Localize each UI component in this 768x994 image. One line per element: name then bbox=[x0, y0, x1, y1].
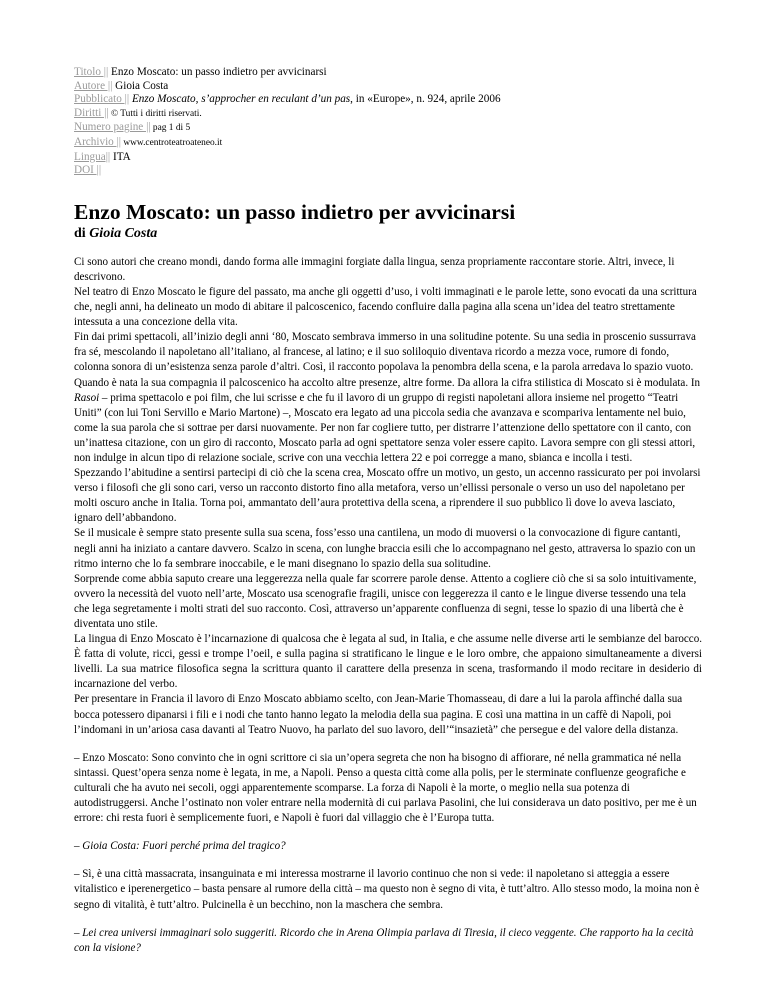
paragraph-text: – prima spettacolo e poi film, che lui scrisse e che fu il lavoro di un gruppo di registi napoletani allora insieme nel progetto “Teatri Uniti” (con lui Toni Servillo e Mario Martone) –, Moscato era legato ad una piccola sedia che avanzava e scompariva lentamente nel buio, come la sua parola che si sottrae per darsi nuovamente. Per non far cogliere tutto, per distrarre l’attenzione dello spettatore con il canto, con un’inattesa citazione, con un giro di racconto, Moscato parla ad ogni spettatore senza voler essere capito. Lavora sempre con gli stessi attori, non indulge in alcun tipo di relazione sociale, scrive con una vecchia lettera 22 e poi corregge a mano, sbianca e incolla i testi. bbox=[74, 391, 696, 464]
paragraph: Fin dai primi spettacoli, all’inizio degli anni ‘80, Moscato sembrava immerso in una solitudine potente. Su una sedia in proscenio sussurrava fra sé, mescolando il napoletano all’italiano, al francese, al latino; e il suo soliloquio diventava ricordo a mezza voce, rumore di fondo, colonna sonora di un’esistenza senza parole d’altri. Così, il racconto popolava la penombra della scena, e la parola arredava lo spazio vuoto. bbox=[74, 331, 696, 374]
meta-label-autore[interactable]: Autore || bbox=[74, 79, 113, 92]
meta-value-autore: Gioia Costa bbox=[112, 79, 169, 92]
meta-value-pubblicato-title: Enzo Moscato, s’approcher en reculant d’un pas bbox=[129, 93, 351, 106]
paragraph: Sorprende come abbia saputo creare una leggerezza nella quale far scorrere parole dense. Attento a cogliere ciò che si sa solo intuitivamente, ovvero la necessità del vuoto nell’arte, Moscato usa scenografie fragili, unisce con leggerezza il canto e le lingue diverse tessendo una tela che lega segretamente i molti strati del suo racconto. Così, attraverso un’apparente confluenza di segni, tesse lo spazio di una libertà che è diventata uno stile. bbox=[74, 572, 697, 630]
paragraph: Per presentare in Francia il lavoro di Enzo Moscato abbiamo scelto, con Jean-Marie Thomasseau, di dare a lui la parola affinché dalla sua bocca potessero dipanarsi i fili e i nodi che tanto hanno legato la melodia della sua pagina. E così una mattina in un caffè di Napoli, poi l’indomani in un’ariosa casa davanti al Teatro Nuovo, ha parlato del suo lavoro, dell’“insazietà” che persegue e del valore della distanza. bbox=[74, 693, 683, 736]
meta-label-archivio[interactable]: Archivio || bbox=[74, 135, 122, 148]
byline-prefix: di bbox=[74, 225, 90, 241]
meta-row-diritti bbox=[74, 107, 702, 122]
meta-value-numero-pagine: pag 1 di 5 bbox=[150, 123, 191, 134]
paragraph bbox=[74, 376, 702, 467]
meta-row-numero-pagine bbox=[74, 121, 702, 136]
meta-row-titolo bbox=[74, 66, 702, 80]
meta-label-lingua[interactable]: Lingua|| bbox=[74, 150, 111, 163]
meta-row-archivio bbox=[74, 136, 702, 151]
document bbox=[74, 66, 702, 956]
byline-author: Gioia Costa bbox=[89, 225, 158, 241]
meta-row-doi bbox=[74, 164, 702, 178]
meta-value-archivio: www.centroteatroateneo.it bbox=[121, 137, 223, 148]
meta-row-autore bbox=[74, 80, 702, 94]
meta-value-lingua: ITA bbox=[110, 150, 131, 163]
meta-row-pubblicato bbox=[74, 93, 702, 107]
meta-label-titolo[interactable]: Titolo || bbox=[74, 66, 109, 78]
page-title: Enzo Moscato: un passo indietro per avvicinarsi bbox=[74, 199, 516, 224]
metadata-block bbox=[74, 66, 702, 178]
interview-answer: – Enzo Moscato: Sono convinto che in ogni scrittore ci sia un’opera segreta che non ha bisogno di affiorare, né nella grammatica né nella sintassi. Quest’opera senza nome è legata, in me, a Napoli. Penso a questa città come alla polis, per le sterminate confluenze geografiche e culturali che ha avuto nei secoli, oggi apparentemente scomparse. La forza di Napoli è la morte, o meglio nella sua potenza di autodistruggersi. Anche l’ostinato non voler entrare nella modernità di cui parlava Pasolini, che lui considerava un dato positivo, per me è un errore: chi resta fuori è semplicemente fuori, e Napoli è fuori dal villaggio che è l’Europa tutta. bbox=[74, 751, 697, 825]
work-title-rasoi: Rasoi bbox=[74, 391, 100, 404]
meta-value-diritti: © Tutti i diritti riservati. bbox=[108, 108, 202, 119]
paragraph: La lingua di Enzo Moscato è l’incarnazione di qualcosa che è legata al sud, in Italia, e che assume nelle diverse arti le sembianze del barocco. È fatta di volute, ricci, gessi e trompe l’oeil, e sulla pagina si stratificano le lingue e le loro ombre, che appaiono simultaneamente a diversi livelli. La sua matrice filosofica segna la scrittura quanto il carattere della presenza in scena, trasformando il modo recitare in desiderio di incarnazione del verbo. bbox=[74, 633, 702, 691]
paragraph: Spezzando l’abitudine a sentirsi partecipi di ciò che la scena crea, Moscato offre un motivo, un gesto, un accenno rassicurato per poi involarsi verso i filosofi che gli sono cari, verso un racconto distorto fino alla metafora, verso un’ellissi personale o verso un uso del napoletano per molti oscuro anche in Italia. Torna poi, ammantato dell’aura protettiva della scena, a riprendere il suo pubblico lì dove lo aveva lasciato, ignaro dell’abbandono. bbox=[74, 467, 701, 525]
article-body bbox=[74, 255, 702, 956]
meta-label-numero-pagine[interactable]: Numero pagine || bbox=[74, 121, 151, 134]
interview-question: – Gioia Costa: Fuori perché prima del tragico? bbox=[74, 840, 286, 853]
interview-question: – Lei crea universi immaginari solo suggeriti. Ricordo che in Arena Olimpia parlava di Tiresia, il cieco veggente. Che rapporto ha la cecità con la visione? bbox=[74, 926, 694, 954]
byline bbox=[74, 225, 702, 242]
paragraph: Nel teatro di Enzo Moscato le figure del passato, ma anche gli oggetti d’uso, i volti immaginati e le parole lette, sono evocati da una scrittura che, negli anni, ha delineato un modo di abitare il palcoscenico, facendo confluire dalla pagina alla scena un’idea del teatro strettamente intessuta a una concezione della vita. bbox=[74, 285, 697, 329]
meta-value-titolo: Enzo Moscato: un passo indietro per avvicinarsi bbox=[108, 66, 327, 78]
meta-label-doi[interactable]: DOI || bbox=[74, 164, 102, 177]
paragraph-text: Quando è nata la sua compagnia il palcoscenico ha accolto altre presenze, altre forme. Da allora la cifra stilistica di Moscato si è modulata. In bbox=[74, 376, 701, 389]
paragraph: Se il musicale è sempre stato presente sulla sua scena, foss’esso una cantilena, un modo di muoversi o la convocazione di figure cantanti, negli anni ha iniziato a cantare davvero. Scalzo in scena, con lunghe braccia esili che lo accompagnano nel gesto, attraversa lo spazio con un ritmo interno che lo fa sembrare inoccabile, e le mani disegnano lo spazio della sua solitudine. bbox=[74, 527, 696, 570]
meta-value-pubblicato: , in «Europe», n. 924, aprile 2006 bbox=[350, 93, 501, 106]
meta-label-pubblicato[interactable]: Pubblicato || bbox=[74, 93, 130, 106]
interview-answer: – Sì, è una città massacrata, insanguinata e mi interessa mostrarne il lavorio continuo che non si vede: il napoletano si atteggia a essere vitalistico e iperenergetico – basta pensare al rumore della città – ma questo non è segno di vita, è tutt’altro. Allo stesso modo, la moina non è segno di vitalità, è tutt’altro. Pulcinella è un becchino, non la maschera che sembra. bbox=[74, 868, 700, 911]
paragraph: Ci sono autori che creano mondi, dando forma alle immagini forgiate dalla lingua, senza propriamente raccontare storie. Altri, invece, li descrivono. bbox=[74, 255, 675, 283]
meta-label-diritti[interactable]: Diritti || bbox=[74, 106, 109, 119]
meta-row-lingua bbox=[74, 151, 702, 165]
